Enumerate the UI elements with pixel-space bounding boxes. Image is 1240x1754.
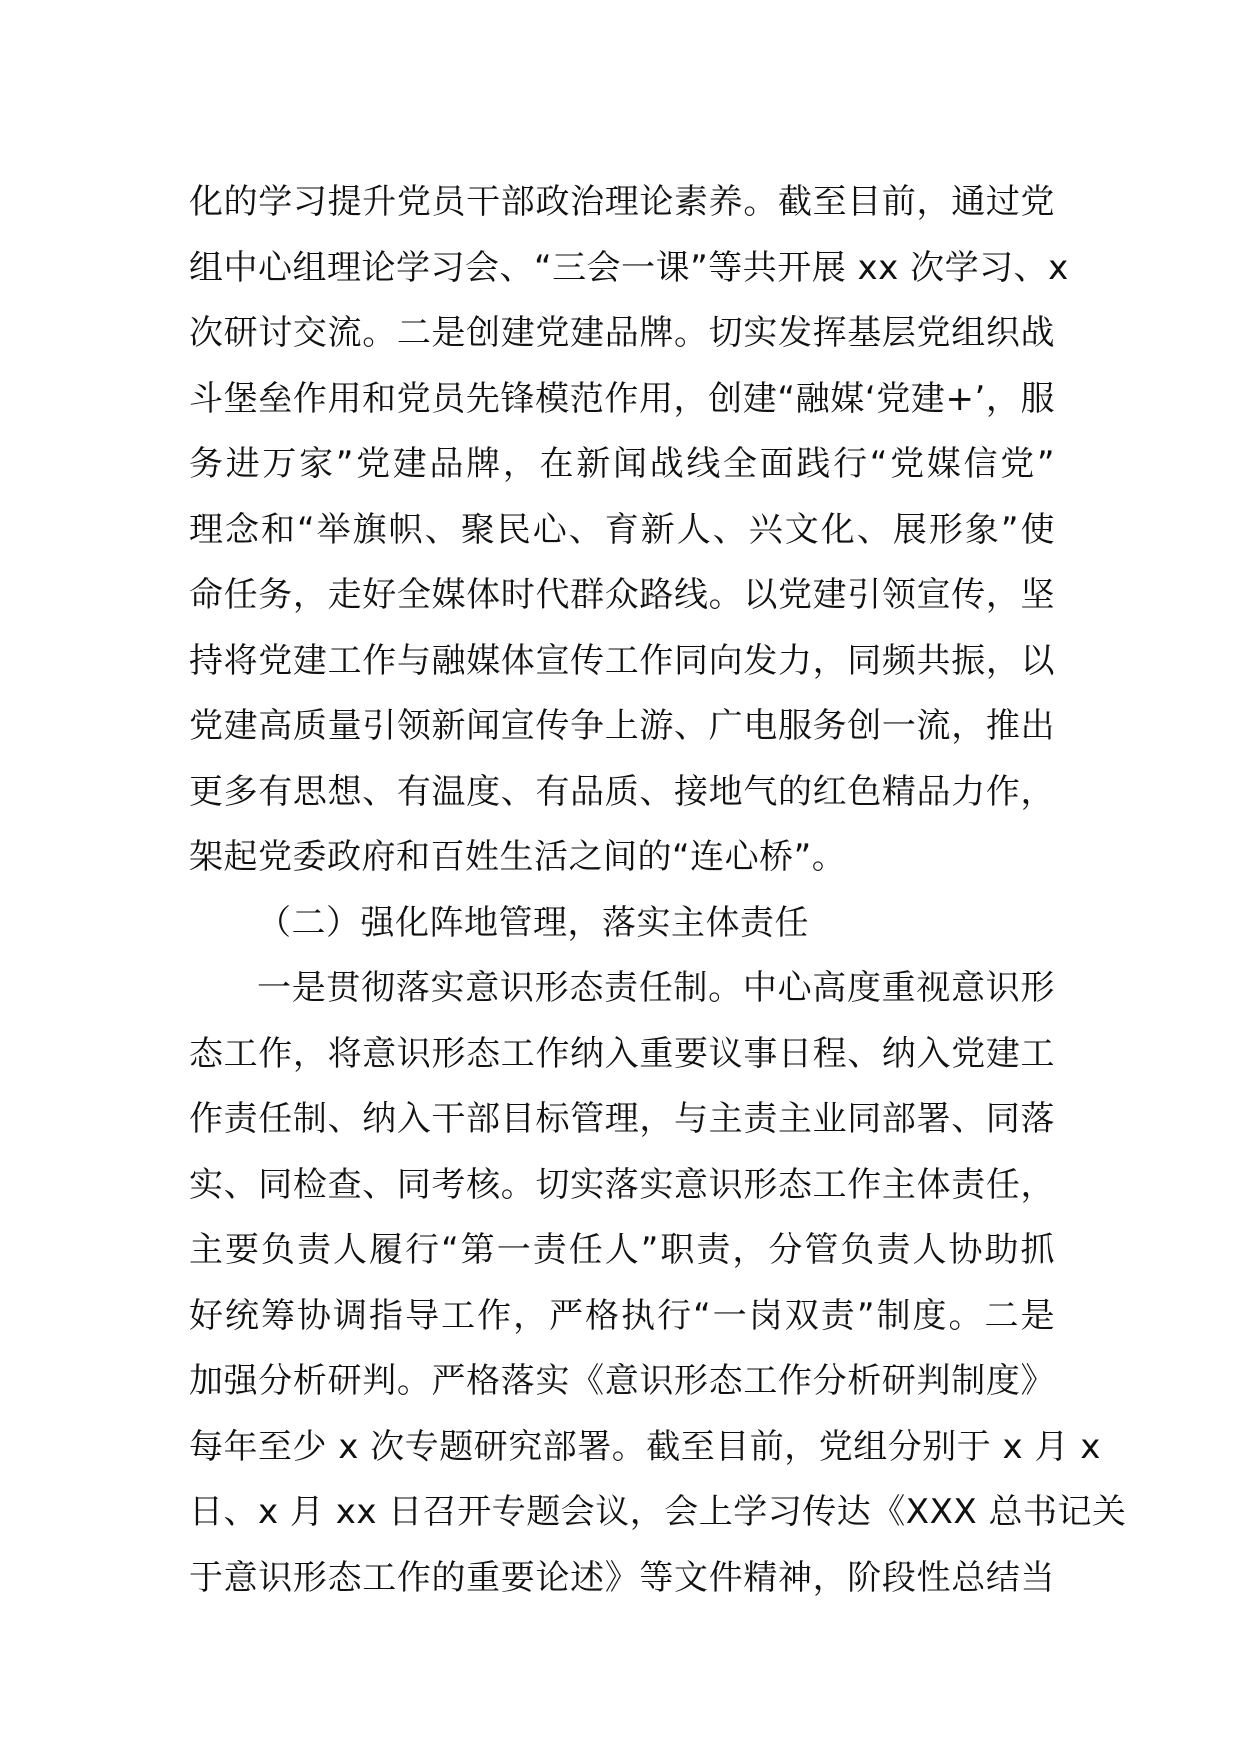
paragraph-line: 持将党建工作与融媒体宣传工作同向发力，同频共振，以 xyxy=(189,640,1055,681)
section-heading: （二）强化阵地管理，落实主体责任 xyxy=(257,902,809,943)
paragraph-line: 理念和“举旗帜、聚民心、育新人、兴文化、展形象”使 xyxy=(189,509,1055,550)
paragraph-line: 组中心组理论学习会、“三会一课”等共开展 xx 次学习、x xyxy=(189,247,1069,288)
paragraph-line: 化的学习提升党员干部政治理论素养。截至目前，通过党 xyxy=(189,182,1055,222)
document-body xyxy=(189,170,1127,1611)
paragraph-line: 次研讨交流。二是创建党建品牌。切实发挥基层党组织战 xyxy=(189,313,1055,353)
paragraph-line: 态工作，将意识形态工作纳入重要议事日程、纳入党建工 xyxy=(189,1033,1055,1074)
paragraph-line: 作责任制、纳入干部目标管理，与主责主业同部署、同落 xyxy=(189,1099,1055,1139)
paragraph-line: 更多有思想、有温度、有品质、接地气的红色精品力作， xyxy=(189,771,1055,812)
paragraph-line: 命任务，走好全媒体时代群众路线。以党建引领宣传，坚 xyxy=(189,575,1055,615)
paragraph-line: 好统筹协调指导工作，严格执行“一岗双责”制度。二是 xyxy=(189,1295,1055,1336)
paragraph-line: 主要负责人履行“第一责任人”职责，分管负责人协助抓 xyxy=(189,1230,1055,1270)
paragraph-line: 于意识形态工作的重要论述》等文件精神，阶段性总结当 xyxy=(189,1557,1055,1598)
paragraph-line: 每年至少 x 次专题研究部署。截至目前，党组分别于 x 月 x xyxy=(189,1426,1101,1467)
paragraph-line: 实、同检查、同考核。切实落实意识形态工作主体责任， xyxy=(189,1164,1055,1205)
paragraph-line: 一是贯彻落实意识形态责任制。中心高度重视意识形 xyxy=(257,968,1055,1008)
paragraph-line: 党建高质量引领新闻宣传争上游、广电服务创一流，推出 xyxy=(189,706,1055,746)
paragraph-line: 务进万家”党建品牌，在新闻战线全面践行“党媒信党” xyxy=(189,444,1055,484)
paragraph-line: 日、x 月 xx 日召开专题会议，会上学习传达《XXX 总书记关 xyxy=(189,1492,1127,1532)
paragraph-line: 斗堡垒作用和党员先锋模范作用，创建“融媒‘党建+’，服 xyxy=(189,378,1055,419)
paragraph-line: 加强分析研判。严格落实《意识形态工作分析研判制度》 xyxy=(189,1361,1055,1401)
paragraph-line: 架起党委政府和百姓生活之间的“连心桥”。 xyxy=(189,837,847,877)
